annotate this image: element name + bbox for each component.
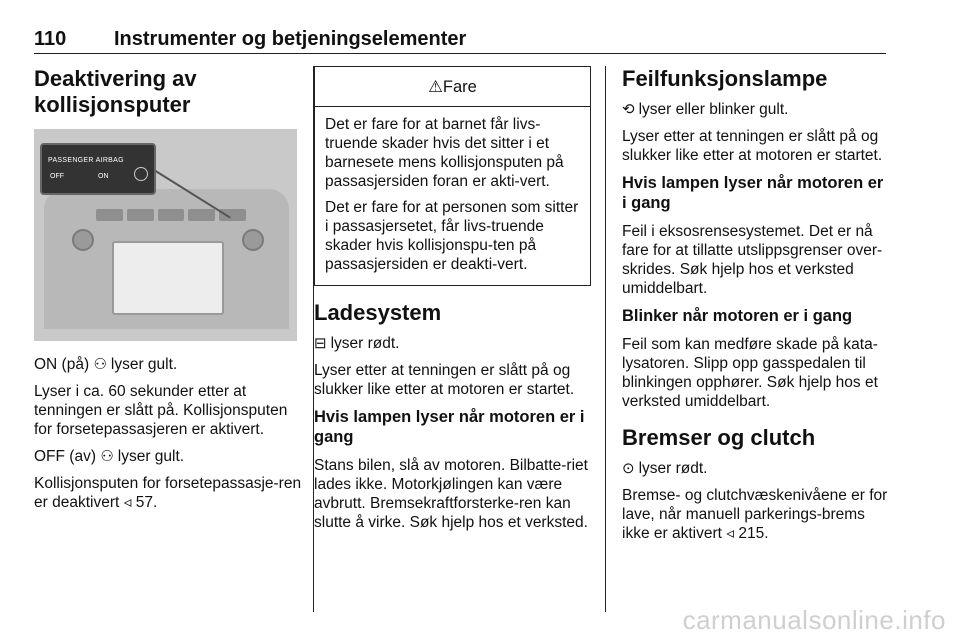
page-ref[interactable]: 57.	[135, 494, 158, 511]
danger-body	[315, 107, 590, 285]
column-2	[314, 66, 594, 540]
page-header	[34, 28, 886, 54]
airbag-on-icon: ⚇	[93, 356, 107, 373]
danger-paragraph-1: Det er fare for at barnet får livs-truende skader hvis det sitter i et barnesete mens kollisjonsputen på passasjersiden foran er akti-vert.	[325, 116, 564, 190]
right-knob	[242, 229, 264, 251]
dashboard-photo	[34, 129, 297, 341]
section-heading-brakes: Bremser og clutch	[622, 425, 816, 450]
malfunction-lamp-text: ⟲ lyser eller blinker gult.	[622, 101, 789, 118]
callout-title: PASSENGER AIRBAG	[48, 157, 124, 164]
charging-fault-description: Stans bilen, slå av motoren. Bilbatte-riet lades ikke. Motorkjølingen kan være avbrutt. Bremsekraftforsterke-ren kan slutte å virke. Søk hjelp hos et verksted.	[314, 457, 588, 531]
danger-box	[314, 66, 591, 286]
infotainment-screen	[112, 241, 224, 315]
column-divider-2	[605, 66, 606, 612]
airbag-off-icon: ⚇	[100, 448, 114, 465]
airbag-indicator-icon	[134, 167, 148, 181]
lamp-lit-description: Feil i eksosrensesystemet. Det er nå fare for at tillatte utslippsgrenser over-skrides. Søk hjelp hos et verksted umiddelbart.	[622, 223, 883, 297]
malfunction-description: Lyser etter at tenningen er slått på og slukker like etter at motoren er startet.	[622, 128, 883, 164]
engine-icon: ⟲	[622, 101, 635, 118]
callout-off-label: OFF	[50, 173, 64, 180]
column-1	[34, 66, 302, 520]
brake-description: Bremse- og clutchvæskenivåene er for lave, når manuell parkerings-brems ikke er aktivert ◃ 215.	[622, 487, 888, 542]
section-heading-charging: Ladesystem	[314, 300, 442, 325]
airbag-indicator-callout	[40, 143, 156, 195]
airbag-on-description: Lyser i ca. 60 sekunder etter at tenningen er slått på. Kollisjonsputen for forsetepassasjeren er aktivert.	[34, 383, 288, 438]
airbag-on-text: ON (på) ⚇ lyser gult.	[34, 356, 178, 373]
charging-description: Lyser etter at tenningen er slått på og slukker like etter at motoren er startet.	[314, 362, 575, 398]
chapter-title: Instrumenter og betjeningselementer	[114, 28, 467, 50]
danger-header	[315, 67, 590, 107]
page-ref-icon: ◃	[726, 525, 735, 542]
left-knob	[72, 229, 94, 251]
danger-paragraph-2: Det er fare for at personen som sitter i passasjersetet, får livs-truende skader hvis kollisjonspu-ten på passasjersiden er deakti-vert.	[325, 199, 579, 273]
callout-on-label: ON	[98, 173, 109, 180]
watermark: carmanualsonline.info	[682, 605, 946, 635]
page-number: 110	[34, 28, 67, 50]
page-ref-icon: ◃	[123, 494, 132, 511]
subheading-lamp-lit: Hvis lampen lyser når motoren er i gang	[622, 174, 884, 212]
airbag-off-description: Kollisjonsputen for forsetepassasje-ren er deaktivert ◃ 57.	[34, 475, 302, 511]
charging-lamp-text: ⊟ lyser rødt.	[314, 335, 400, 352]
section-heading-malfunction-lamp: Feilfunksjonslampe	[622, 66, 828, 91]
column-3	[622, 66, 888, 551]
warning-triangle-icon: ⚠	[428, 78, 443, 96]
subheading-lamp-flashing: Blinker når motoren er i gang	[622, 307, 853, 325]
danger-title: Fare	[442, 78, 477, 96]
subheading-charging-engine-running: Hvis lampen lyser når motoren er i gang	[314, 408, 585, 446]
section-heading-airbag: Deaktivering av kollisjonsputer	[34, 66, 197, 117]
brake-icon: ⊙	[622, 460, 635, 477]
battery-icon: ⊟	[314, 335, 327, 352]
airbag-off-text: OFF (av) ⚇ lyser gult.	[34, 448, 185, 465]
brake-lamp-text: ⊙ lyser rødt.	[622, 460, 708, 477]
page-ref[interactable]: 215.	[738, 525, 769, 542]
lamp-flashing-description: Feil som kan medføre skade på kata-lysatoren. Slipp opp gasspedalen til blinkingen opphører. Søk hjelp hos et verksted umiddelbart.	[622, 336, 878, 410]
